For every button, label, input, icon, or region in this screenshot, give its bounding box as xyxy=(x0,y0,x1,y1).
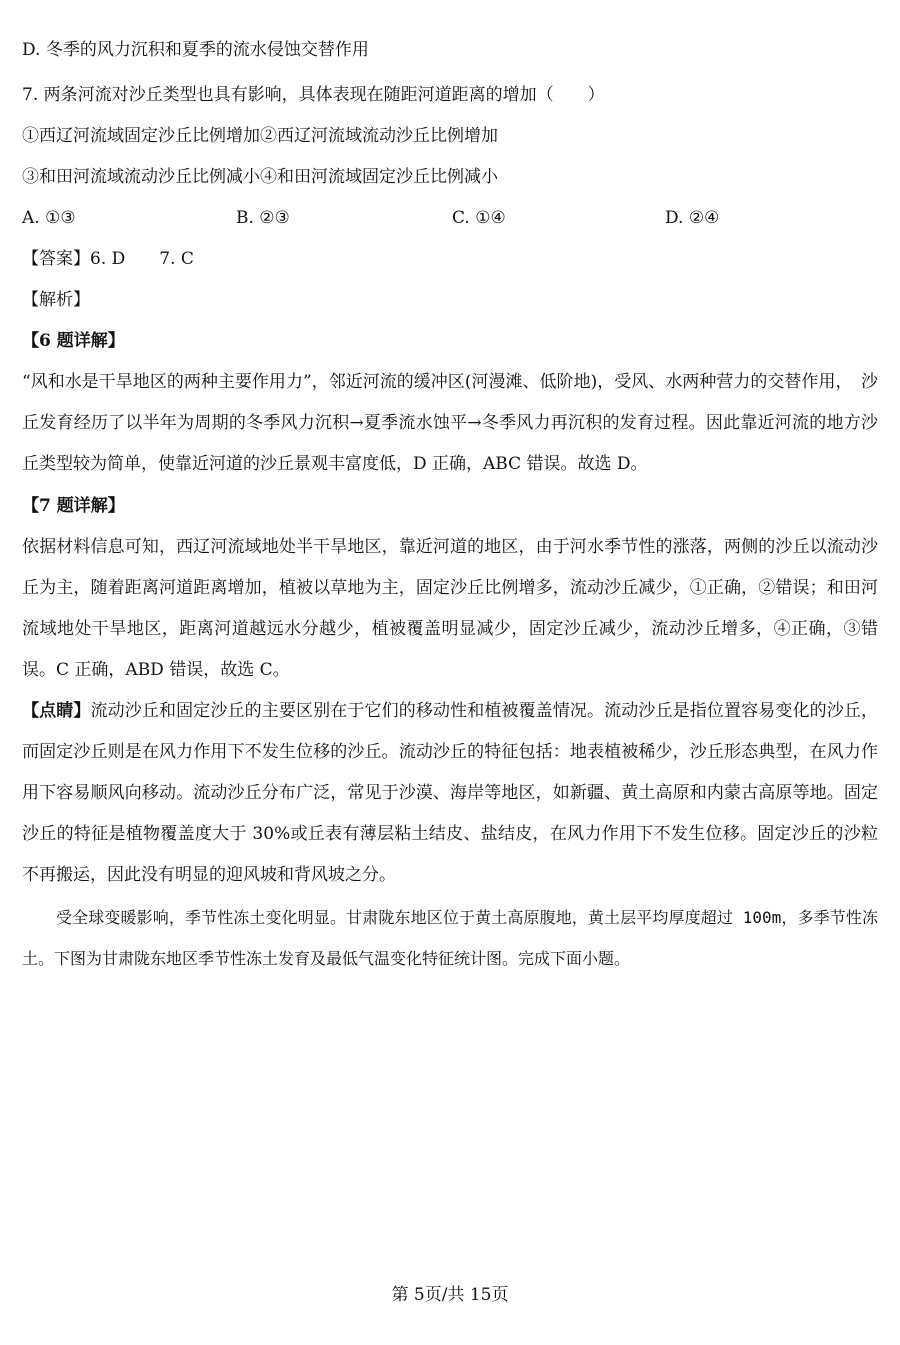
answer-7: 7. C xyxy=(159,249,194,269)
q7-option-b: B. ②③ xyxy=(236,208,290,228)
tip-paragraph xyxy=(22,691,878,896)
analysis-label: 【解析】 xyxy=(22,290,90,310)
q7-option-c: C. ①④ xyxy=(452,208,506,228)
detail6-text: “风和水是干旱地区的两种主要作用力”，邻近河流的缓冲区(河漫滩、低阶地)，受风、水两种营力的交替作用， 沙丘发育经历了以半年为周期的冬季风力沉积→夏季流水蚀平→冬季风力再沉积的发育过程。因此靠近河流的地方沙丘类型较为简单，使靠近河道的沙丘景观丰富度低，D 正确，ABC 错误。故选 D。 xyxy=(22,372,878,474)
answer-6: 6. D xyxy=(90,249,126,269)
q7-option-a: A. ①③ xyxy=(22,208,76,228)
tip-text: 流动沙丘和固定沙丘的主要区别在于它们的移动性和植被覆盖情况。流动沙丘是指位置容易变化的沙丘，而固定沙丘则是在风力作用下不发生位移的沙丘。流动沙丘的特征包括：地表植被稀少，沙丘形态典型，在风力作用下容易顺风向移动。流动沙丘分布广泛，常见于沙漠、海岸等地区，如新疆、黄土高原和内蒙古高原等地。固定沙丘的特征是植物覆盖度大于 30%或丘表有薄层粘土结皮、盐结皮，在风力作用下不发生位移。固定沙丘的沙粒不再搬运，因此没有明显的迎风坡和背风坡之分。 xyxy=(22,701,879,885)
tip-label: 【点睛】 xyxy=(22,701,91,721)
page-footer: 第 5页/共 15页 xyxy=(391,1285,509,1305)
answer-line xyxy=(22,247,194,271)
detail7-text: 依据材料信息可知，西辽河流域地处半干旱地区，靠近河道的地区，由于河水季节性的涨落，两侧的沙丘以流动沙丘为主，随着距离河道距离增加，植被以草地为主，固定沙丘比例增多，流动沙丘减少，①正确，②错误；和田河流域地处干旱地区，距离河道越远水分越少，植被覆盖明显减少，固定沙丘减少，流动沙丘增多，④正确，③错误。C 正确，ABD 错误，故选 C。 xyxy=(22,537,878,680)
q6-option-d: D. 冬季的风力沉积和夏季的流水侵蚀交替作用 xyxy=(22,40,369,60)
q7-statements-line2: ③和田河流域流动沙丘比例减小④和田河流域固定沙丘比例减小 xyxy=(22,167,498,187)
material-text: 受全球变暖影响，季节性冻土变化明显。甘肃陇东地区位于黄土高原腹地，黄土层平均厚度超过 100m，多季节性冻土。下图为甘肃陇东地区季节性冻土发育及最低气温变化特征统计图。完成下面小题。 xyxy=(22,908,878,968)
detail7-heading: 【7 题详解】 xyxy=(22,496,125,516)
answer-label: 【答案】 xyxy=(22,249,90,269)
q7-statements-line1: ①西辽河流域固定沙丘比例增加②西辽河流域流动沙丘比例增加 xyxy=(22,126,498,146)
q7-option-d: D. ②④ xyxy=(665,208,720,228)
q7-stem: 7. 两条河流对沙丘类型也具有影响，具体表现在随距河道距离的增加（ ） xyxy=(22,85,605,105)
detail6-heading: 【6 题详解】 xyxy=(22,331,125,351)
